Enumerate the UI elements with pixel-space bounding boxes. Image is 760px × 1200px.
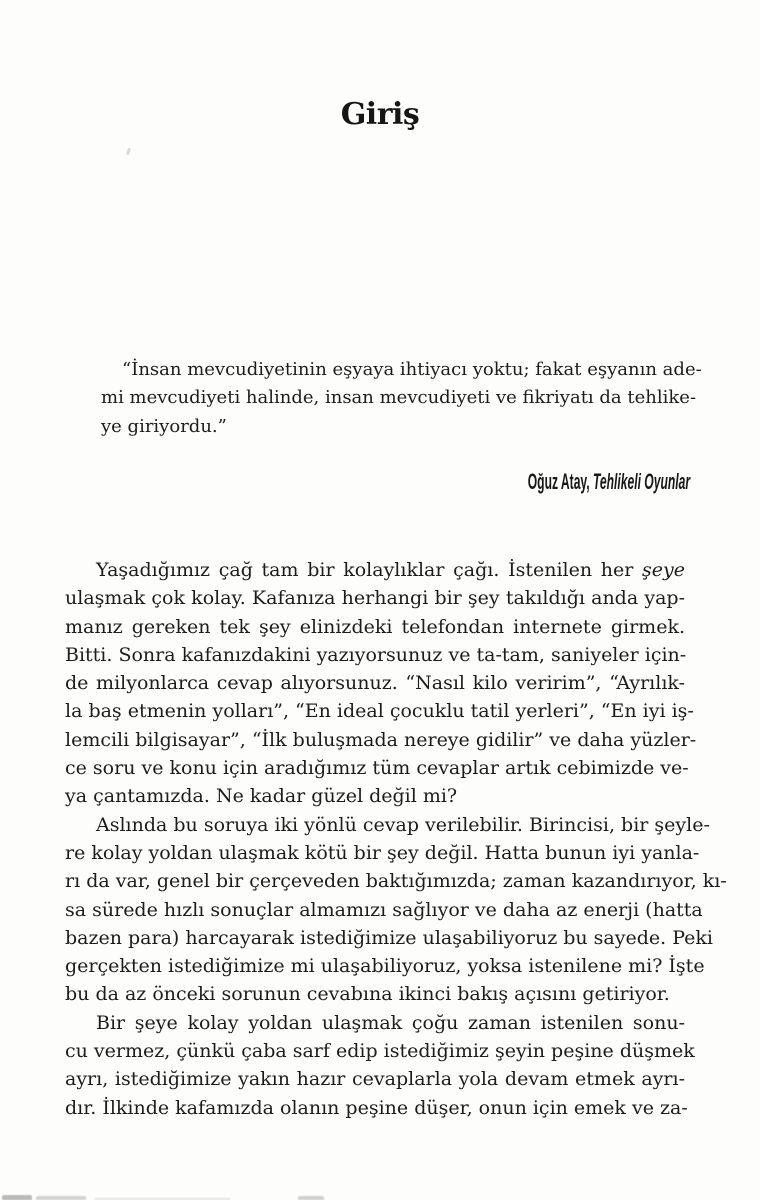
paragraph-2	[65, 811, 727, 1009]
text-line: ce soru ve konu için aradığımız tüm cevaplar artık cebimizde ve-	[65, 757, 689, 780]
text-line: “İnsan mevcudiyetinin eşyaya ihtiyacı yoktu; fakat eşyanın ade-	[122, 359, 702, 380]
text-line: mi mevcudiyeti halinde, insan mevcudiyeti ve fikriyatı da tehlike-	[101, 387, 697, 409]
scan-edge-artifact	[2, 1195, 32, 1200]
chapter-title: Giriş	[340, 97, 420, 132]
text-line: Aslında bu soruya iki yönlü cevap verilebilir. Birincisi, bir şeyle-	[96, 813, 710, 836]
text-line: Yaşadığımız çağ tam bir kolaylıklar çağı. İstenilen her şeye	[96, 559, 685, 581]
text-line: gerçekten istediğimize mi ulaşabiliyoruz, yoksa istenilene mi? İşte	[65, 955, 705, 978]
text-line: ye giriyordu.”	[101, 415, 227, 437]
scan-edge-artifact	[298, 1196, 324, 1200]
epigraph-attribution: Oğuz Atay, Tehlikeli Oyunlar	[527, 469, 690, 494]
paragraph-3	[65, 1009, 695, 1122]
scan-speck-artifact	[126, 148, 131, 156]
text-line: ulaşmak çok kolay. Kafanıza herhangi bir şey takıldığı anda yap-	[65, 587, 685, 610]
text-line: lemcili bilgisayar”, “İlk buluşmada nereye gidilir” ve daha yüzler-	[65, 728, 697, 751]
text-line: de milyonlarca cevap alıyorsunuz. “Nasıl kilo veririm”, “Ayrılık-	[65, 672, 685, 695]
text-line: bu da az önceki sorunun cevabına ikinci bakış açısını getiriyor.	[65, 983, 670, 1006]
text-line: re kolay yoldan ulaşmak kötü bir şey değil. Hatta bunun iyi yanla-	[65, 841, 700, 864]
text-line: la baş etmenin yolları”, “En ideal çocuklu tatil yerleri”, “En iyi iş-	[65, 700, 694, 723]
text-line: manız gereken tek şey elinizdeki telefondan internete girmek.	[65, 615, 685, 638]
epigraph-quote	[101, 356, 702, 441]
text-line: rı da var, genel bir çerçeveden baktığımızda; zaman kazandırıyor, kı-	[65, 870, 727, 893]
scan-edge-artifact	[36, 1196, 86, 1200]
text-line: sa sürede hızlı sonuçlar almamızı sağlıyor ve daha az enerji (hatta	[65, 898, 703, 921]
text-line: bazen para) harcayarak istediğimize ulaşabiliyoruz bu sayede. Peki	[65, 926, 713, 949]
paragraph-1	[65, 556, 697, 811]
text-line: Bitti. Sonra kafanızdakini yazıyorsunuz ve ta-tam, saniyeler için-	[65, 643, 687, 666]
text-line: cu vermez, çünkü çaba sarf edip istediğimiz şeyin peşine düşmek	[65, 1040, 695, 1063]
text-line: ya çantamızda. Ne kadar güzel değil mi?	[65, 785, 458, 808]
text-line: Bir şeye kolay yoldan ulaşmak çoğu zaman istenilen sonu-	[96, 1011, 685, 1034]
text-line: dır. İlkinde kafamızda olanın peşine düşer, onun için emek ve za-	[65, 1096, 688, 1119]
body-text	[65, 556, 727, 1122]
text-line: ayrı, istediğimize yakın hazır cevaplarla yola devam etmek ayrı-	[65, 1068, 685, 1091]
